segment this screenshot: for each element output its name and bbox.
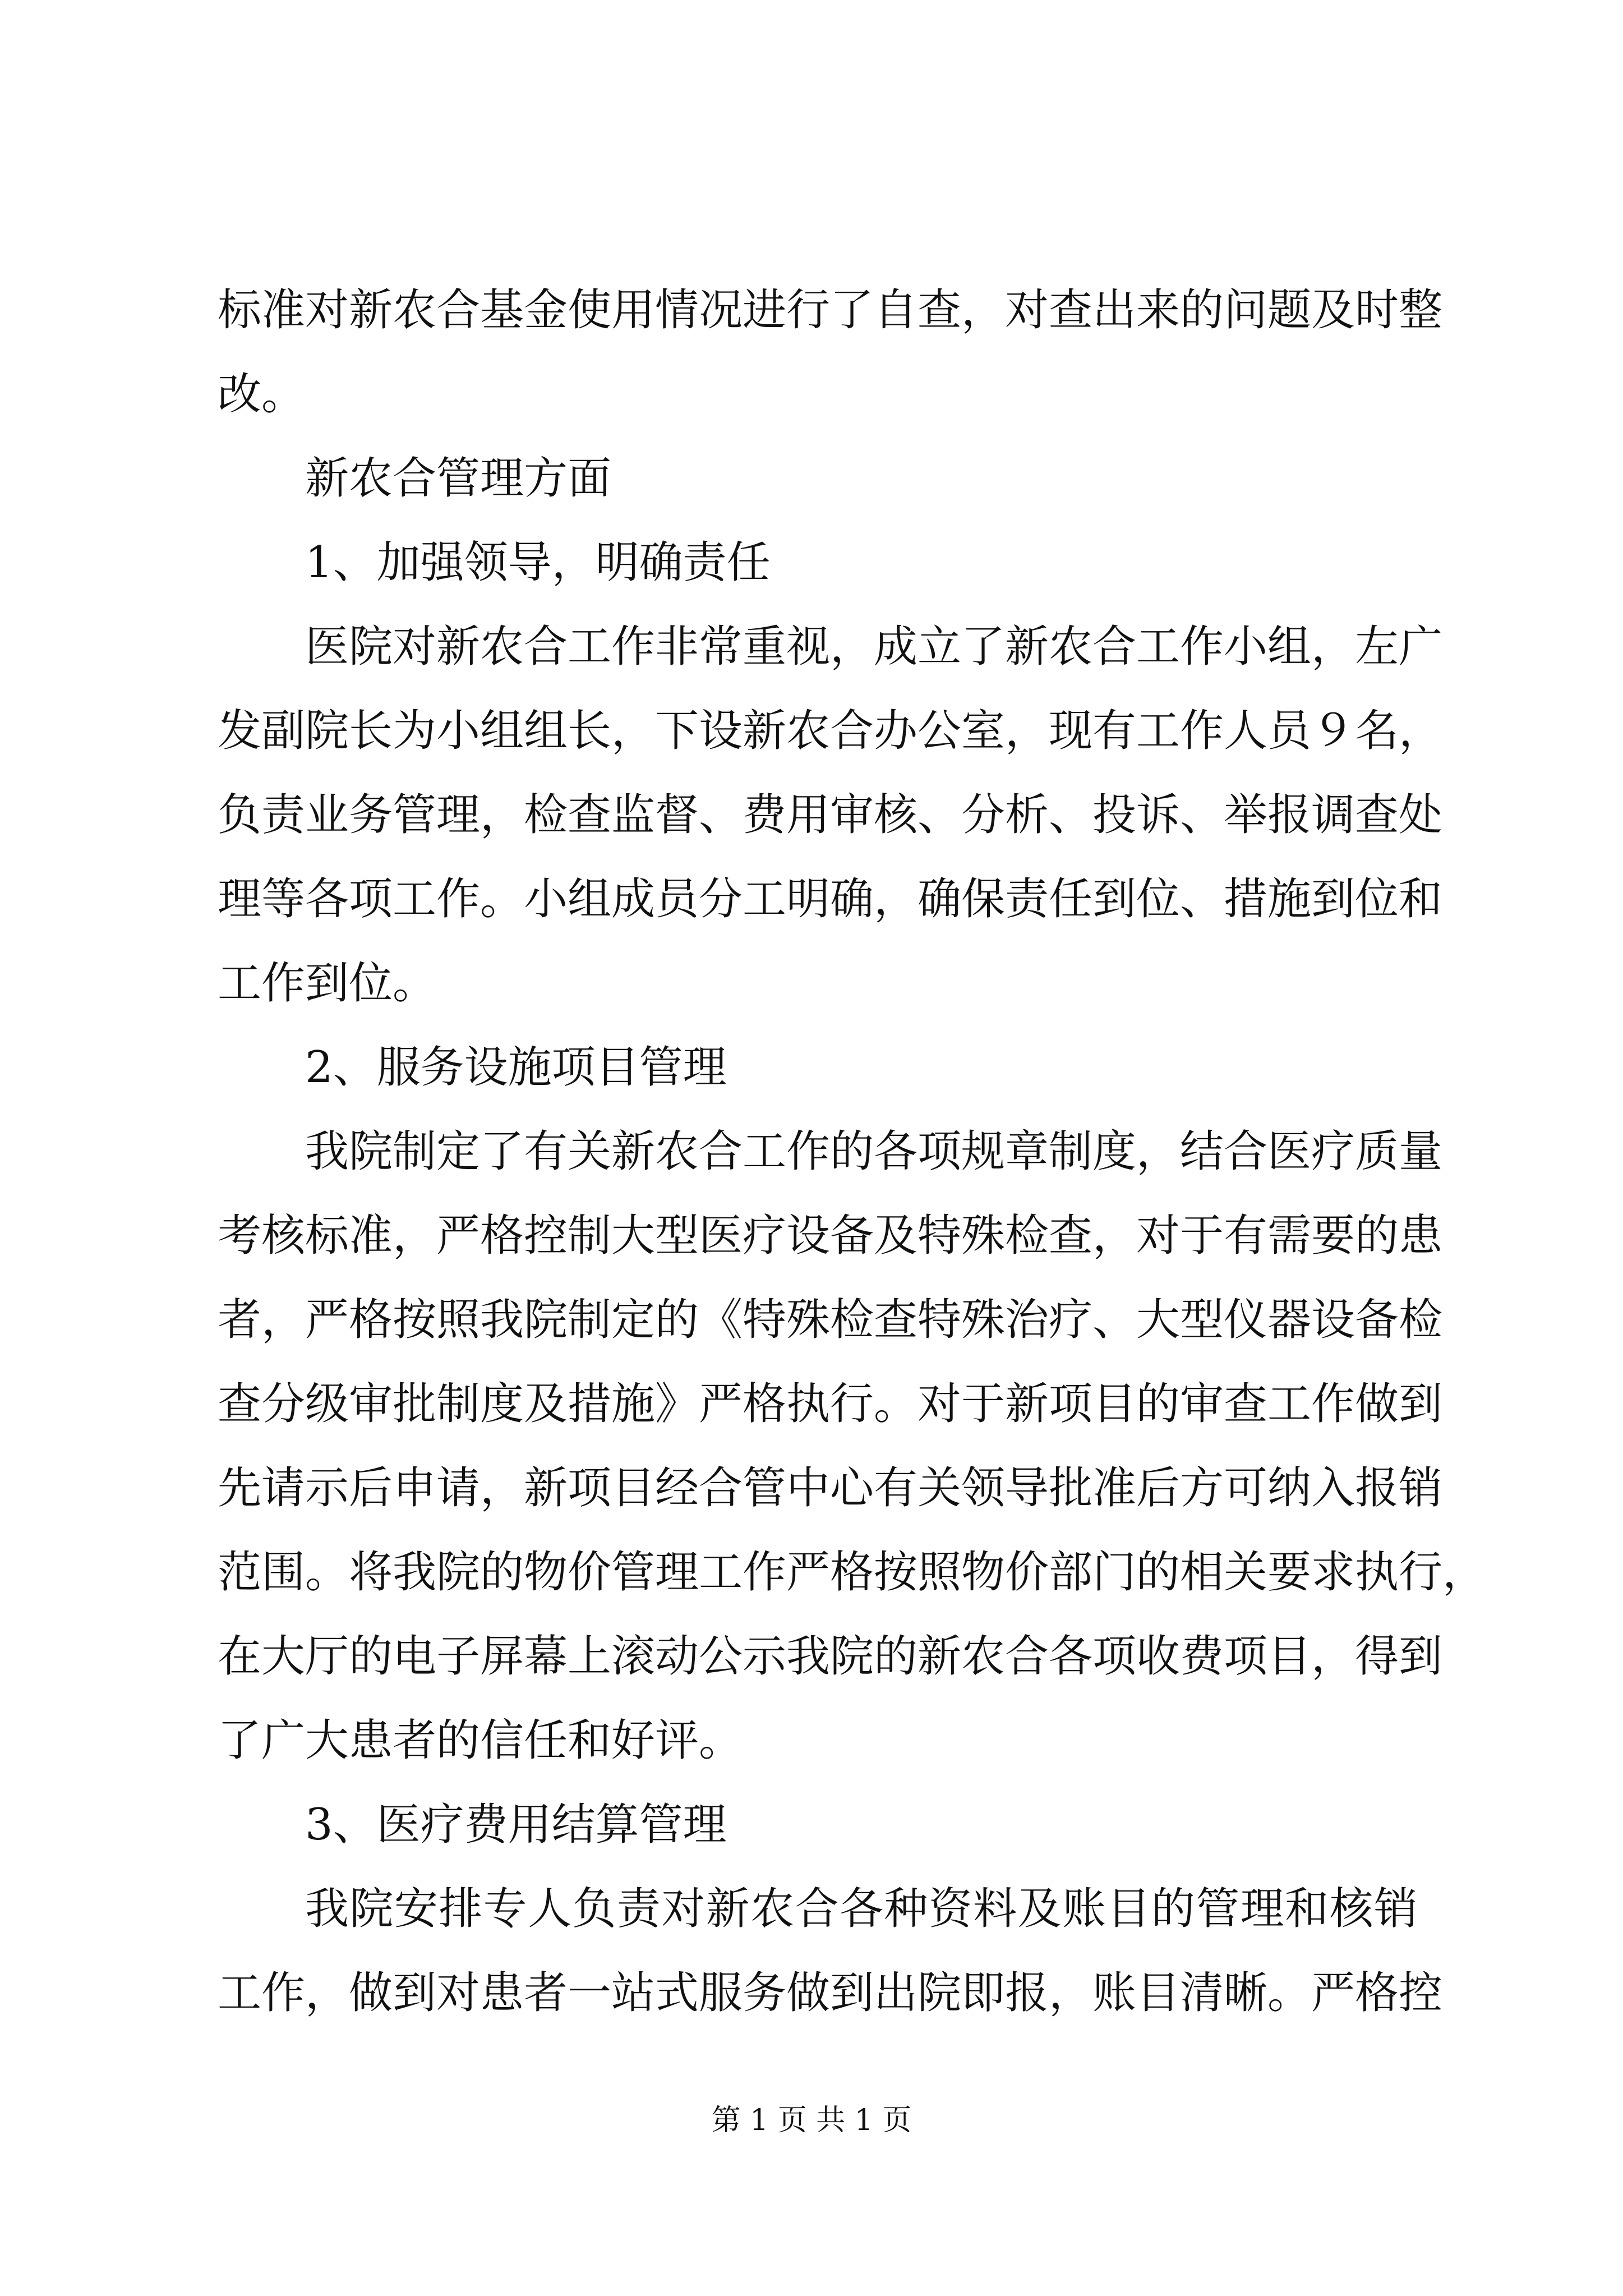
text-line: 工作，做到对患者一站式服务做到出院即报，账目清晰。严格控 (218, 1968, 1443, 2018)
text-line: 者，严格按照我院制定的《特殊检查特殊治疗、大型仪器设备检 (218, 1295, 1443, 1345)
text-line: 医院对新农合工作非常重视，成立了新农合工作小组，左广 (305, 622, 1443, 672)
text-line: 3、医疗费用结算管理 (305, 1800, 727, 1850)
text-line: 2、服务设施项目管理 (305, 1042, 727, 1093)
page-footer: 第 1 页 共 1 页 (711, 2104, 912, 2137)
text-line: 标准对新农合基金使用情况进行了自查，对查出来的问题及时整 (218, 285, 1443, 335)
text-line: 我院制定了有关新农合工作的各项规章制度，结合医疗质量 (305, 1126, 1443, 1177)
text-line: 新农合管理方面 (305, 453, 612, 504)
text-line: 了广大患者的信任和好评。 (218, 1715, 743, 1766)
text-line: 工作到位。 (218, 958, 437, 1009)
text-line: 负责业务管理，检查监督、费用审核、分析、投诉、举报调查处 (218, 790, 1443, 840)
text-line: 先请示后申请，新项目经合管中心有关领导批准后方可纳入报销 (218, 1463, 1443, 1513)
text-line: 范围。将我院的物价管理工作严格按照物价部门的相关要求执行， (218, 1547, 1487, 1598)
text-line: 我院安排专人负责对新农合各种资料及账目的管理和核销 (305, 1884, 1418, 1934)
text-line: 在大厅的电子屏幕上滚动公示我院的新农合各项收费项目，得到 (218, 1631, 1443, 1682)
text-line: 理等各项工作。小组成员分工明确，确保责任到位、措施到位和 (218, 874, 1443, 924)
text-line: 1、加强领导，明确责任 (305, 537, 771, 588)
text-line: 考核标准，严格控制大型医疗设备及特殊检查，对于有需要的患 (218, 1211, 1443, 1261)
text-line: 查分级审批制度及措施》严格执行。对于新项目的审查工作做到 (218, 1379, 1443, 1429)
text-line: 发副院长为小组组长，下设新农合办公室，现有工作人员９名， (218, 706, 1443, 756)
text-line: 改。 (218, 369, 306, 420)
document-body (218, 268, 1487, 2035)
